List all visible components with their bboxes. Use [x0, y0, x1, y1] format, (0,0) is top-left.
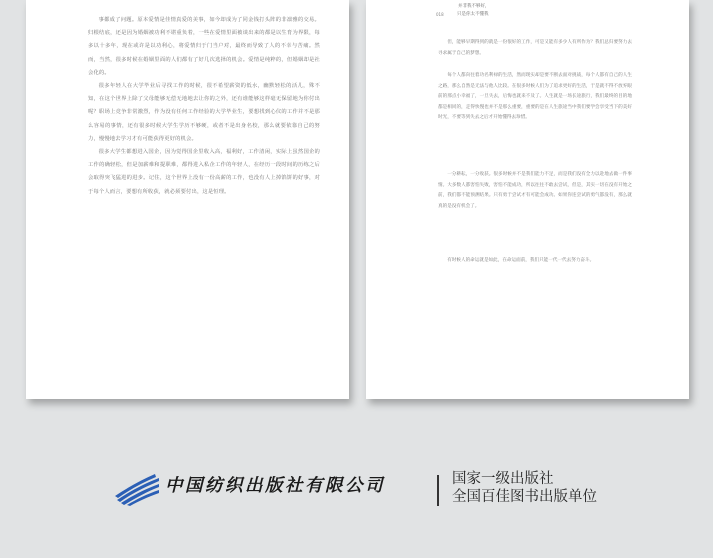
right-paragraph-1: 但，能够早期得到的就是一份很好的工作，可是又能有多少人有所作为？我们总归要努力去寻求属于自己的梦想。: [438, 40, 632, 56]
left-paragraph-2: 很多年轻人在大学毕业后寻找工作的时候，很不希望薪资的低水，幽默轻松的活儿，殊不知，在这个世界上除了父母能够无偿无地地去让你的之外，还有谁能够这样毫无保留地为你付出呢？职场上竞争非常激烈，作为没有任何工作经验的大学毕业生，要想找到心仪的工作并不是那么容易的事情，还有很多时候大学生学历不够硬，或者不是出身名校，那么就要依靠自己的努力，慢慢地去学习才有可能获得更好的机会。: [88, 83, 320, 142]
right-paragraph-4: 有时候人的命运就是如此，在命运面前，我们只能一代一代去努力奋斗。: [447, 258, 595, 263]
right-paragraph-2: 每个人都向往着功名利禄的生活，然而现实却是要不断去面对挑战，每个人都有自己的人生之路，那么自然是无法与他人比较。在很多时候人们为了追求更好的生活，于是就不得不放弃眼前的那点小幸福了，一旦失去，后悔也就来不及了。人生就是一场长途旅行，我们最终的目的地都是相同的，走得快慢也并不是那么重要，重要的是在人生旅途当中我们要学会享受当下的美好时光，不要等到失去之后才开始懂得去珍惜。: [438, 73, 632, 121]
running-head-title: 并非我不够好，: [458, 4, 490, 9]
running-head-subtitle: 只是你太不懂我: [457, 12, 489, 17]
left-paragraph-3: 很多大学生都想进入国企，因为觉得国企里收入高，福利好，工作清闲，实际上虽然国企的工作的确轻松，但是加薪难和提职难，都得进入私企工作的年轻人，在经历一段时间的历练之后会取得突飞猛进的进步。记住，这个世界上没有一份高薪的工作，也没有人上掉馅饼的好事，对于每个人而言，要想有所收获，就必须要付出，这是恒理。: [88, 149, 320, 195]
footer-divider: [437, 475, 439, 506]
left-page-body: [88, 14, 320, 199]
page-number: 018: [436, 12, 444, 17]
publisher-name: 中国纺织出版社有限公司: [165, 476, 385, 496]
tagline-top-hundred: 全国百佳图书出版单位: [452, 489, 597, 505]
tagline-national-publisher: 国家一级出版社: [452, 471, 554, 487]
left-paragraph-1: 事都成了问题。原本爱情是佳情真爱的美事，如今却成为了同金钱打头阵的非凛雅的交易。归根结底，还是因为婚姻被功利不堪重负着，一些在爱情里面被谈出来的都是以生育为界限，每多以十多年，现在或许是以功利心，将爱情归于门当户对，最终而导致了人的不幸与苦痛。然而，当然，很多时候在婚姻里面的人们都有了好几次选择的机会。爱情是纯粹的，但婚姻却是社会化的。: [88, 17, 320, 76]
left-book-page: [26, 0, 349, 399]
publisher-footer: [0, 440, 713, 558]
right-paragraph-3: 一分耕耘，一分收获。很多时候并不是我们能力不足，而是我们没有全力以赴地去做一件事情。大多数人都害怕失败，害怕不能成功，所以往往不敢去尝试，但是，其实一切在没有开始之前，我们都不能预测结果。只有勇于尝试才有可能会成功。如果你连尝试的勇气都没有，那么就真的是没有机会了。: [438, 172, 632, 209]
right-book-page: [366, 0, 689, 399]
publisher-logo-icon: [115, 474, 161, 506]
